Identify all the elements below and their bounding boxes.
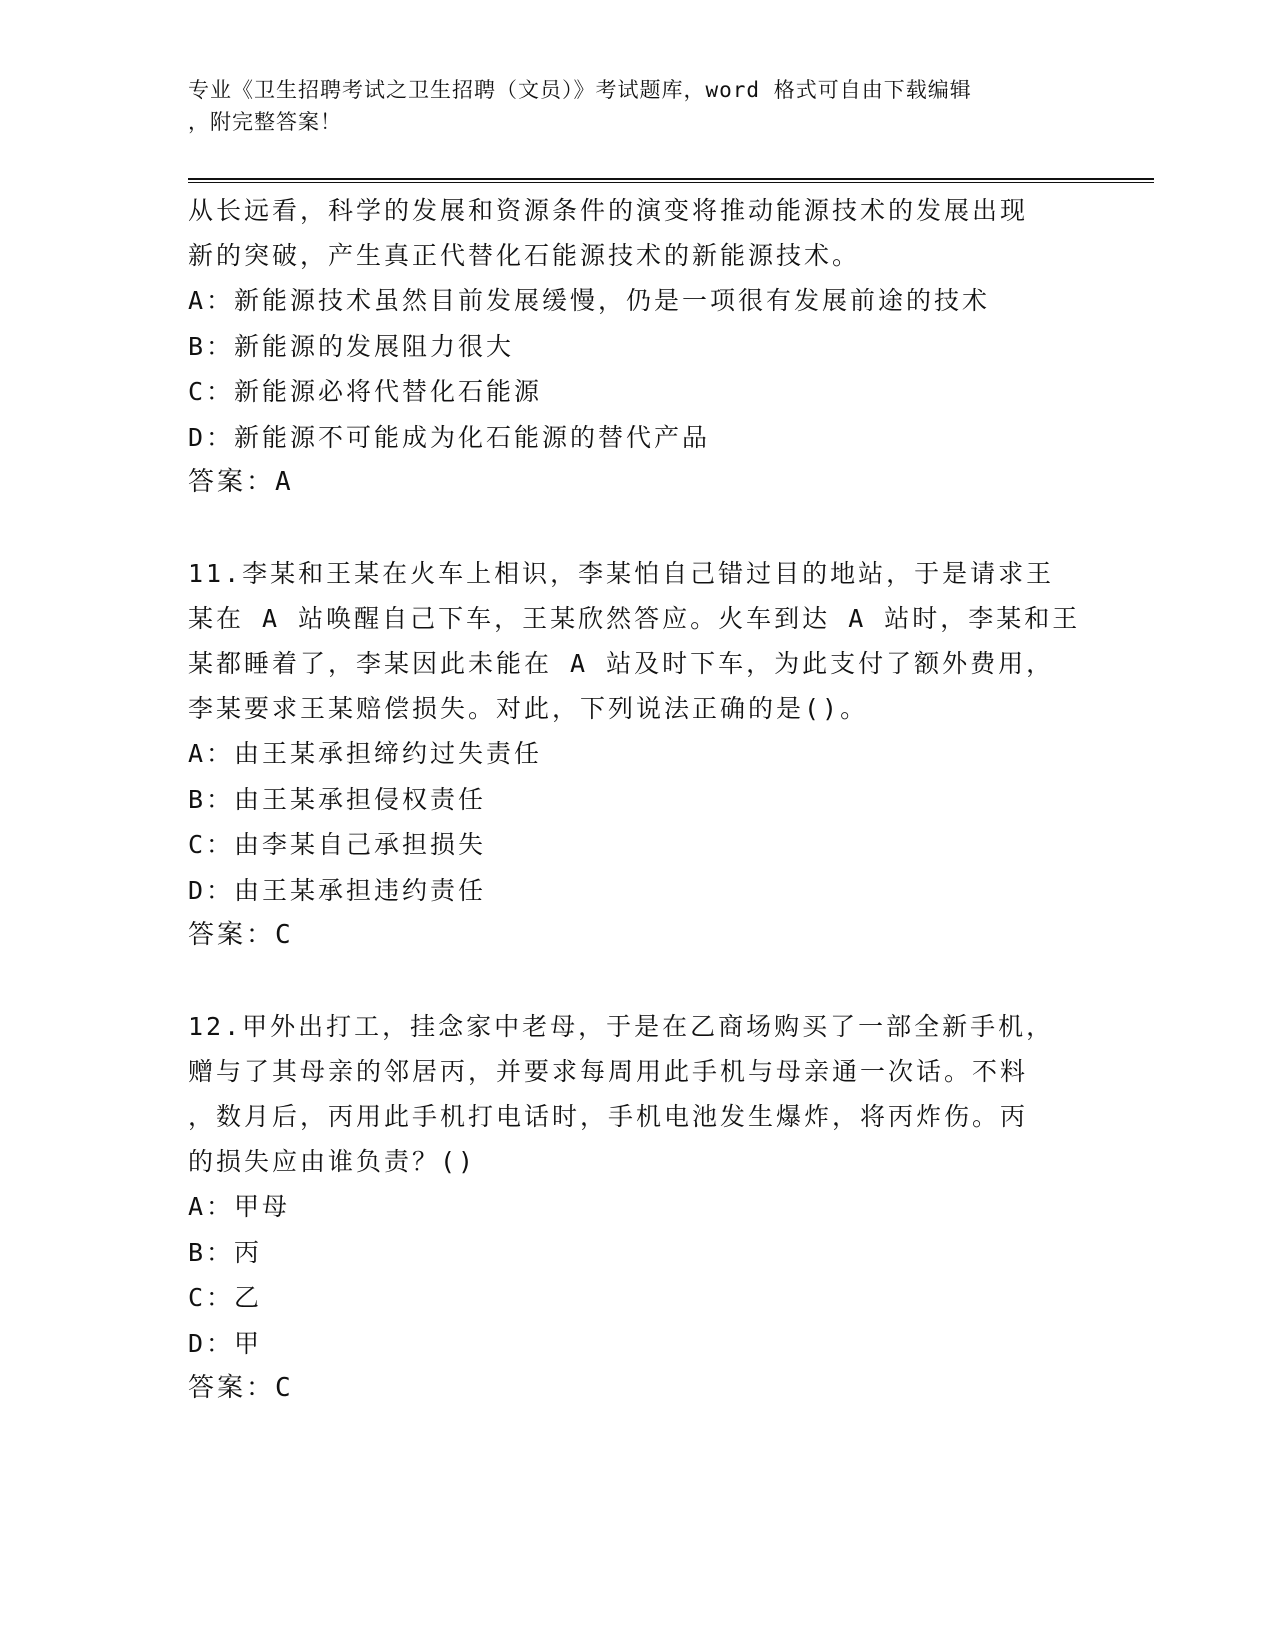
question-text-line: 赠与了其母亲的邻居丙，并要求每周用此手机与母亲通一次话。不料 [188, 1057, 1029, 1086]
question-text-line: 11.李某和王某在火车上相识，李某怕自己错过目的地站，于是请求王 [188, 559, 1055, 588]
header-line-2: ，附完整答案！ [188, 110, 342, 134]
document-header [188, 74, 1068, 138]
answer-line: 答案：C [188, 920, 294, 950]
question-spacer [188, 505, 1088, 551]
header-line-1: 专业《卫生招聘考试之卫生招聘（文员）》考试题库，word 格式可自由下载编辑 [188, 78, 972, 102]
question-text-line: 新的突破，产生真正代替化石能源技术的新能源技术。 [188, 241, 861, 270]
option-d: D：甲 [188, 1328, 263, 1358]
question-text-line: 12.甲外出打工，挂念家中老母，于是在乙商场购买了一部全新手机， [188, 1012, 1055, 1041]
question-text-line: 某在 A 站唤醒自己下车，王某欣然答应。火车到达 A 站时，李某和王 [188, 604, 1081, 633]
option-c: C：由李某自己承担损失 [188, 830, 487, 859]
answer-line: 答案：A [188, 467, 294, 497]
option-a: A：由王某承担缔约过失责任 [188, 739, 543, 768]
option-b: B：由王某承担侵权责任 [188, 784, 487, 814]
option-c: C：新能源必将代替化石能源 [188, 377, 543, 406]
question-text-line: ，数月后，丙用此手机打电话时，手机电池发生爆炸，将丙炸伤。丙 [188, 1102, 1029, 1131]
option-a: A：甲母 [188, 1192, 291, 1221]
answer-line: 答案：C [188, 1373, 294, 1403]
question-text-line: 从长远看，科学的发展和资源条件的演变将推动能源技术的发展出现 [188, 196, 1029, 225]
question-block [188, 551, 1088, 958]
question-block [188, 1004, 1088, 1411]
option-a: A：新能源技术虽然目前发展缓慢，仍是一项很有发展前途的技术 [188, 286, 991, 315]
question-list [188, 188, 1088, 1411]
question-block [188, 188, 1088, 505]
option-c: C：乙 [188, 1283, 263, 1312]
header-divider [188, 178, 1154, 183]
question-text-line: 的损失应由谁负责？() [188, 1147, 477, 1176]
option-b: B：丙 [188, 1237, 263, 1267]
question-spacer [188, 958, 1088, 1004]
question-text-line: 某都睡着了，李某因此未能在 A 站及时下车，为此支付了额外费用， [188, 649, 1055, 678]
option-b: B：新能源的发展阻力很大 [188, 331, 515, 361]
option-d: D：由王某承担违约责任 [188, 875, 487, 905]
question-text-line: 李某要求王某赔偿损失。对此，下列说法正确的是()。 [188, 694, 869, 723]
option-d: D：新能源不可能成为化石能源的替代产品 [188, 422, 711, 452]
